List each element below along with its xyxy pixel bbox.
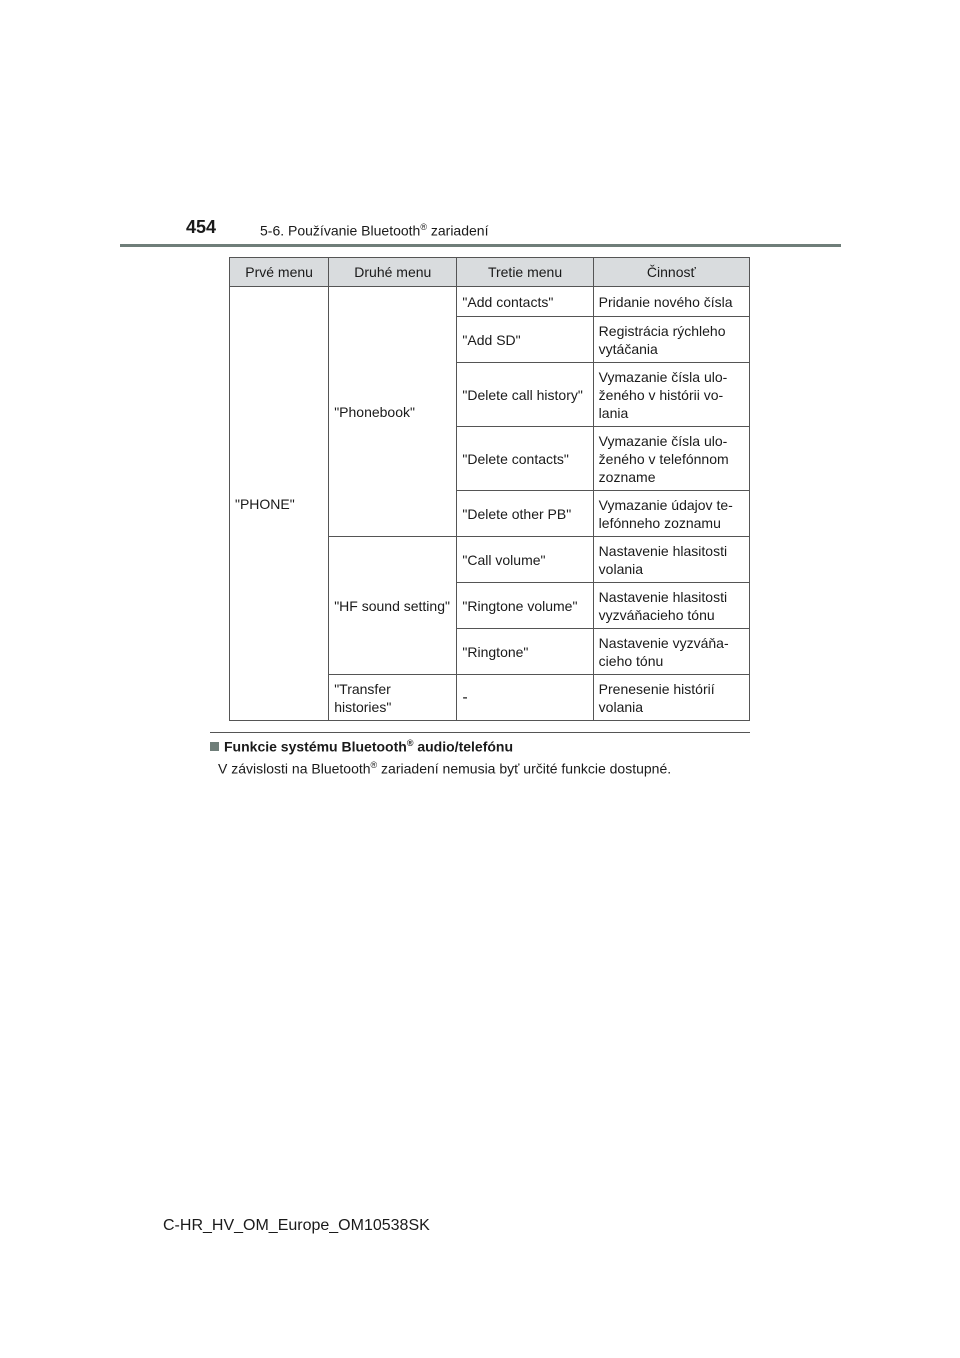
second-menu-cell: "HF sound setting" — [329, 537, 457, 675]
third-menu-cell: "Ringtone volume" — [457, 583, 593, 629]
page-number: 454 — [186, 217, 217, 237]
column-header: Prvé menu — [230, 258, 329, 287]
table-row — [230, 287, 750, 317]
action-cell: Registrácia rýchleho vytáčania — [593, 317, 749, 363]
action-cell: Nastavenie hlasitosti volania — [593, 537, 749, 583]
action-cell: Prenesenie histórií volania — [593, 675, 749, 721]
section-title: 5-6. Používanie Bluetooth® zariadení — [260, 222, 489, 239]
second-menu-cell: "Phonebook" — [329, 287, 457, 537]
third-menu-cell: "Call volume" — [457, 537, 593, 583]
action-cell: Vymazanie údajov telefónneho zoznamu — [593, 491, 749, 537]
second-menu-cell: "Transfer histories" — [329, 675, 457, 721]
column-header: Činnosť — [593, 258, 749, 287]
action-cell: Vymazanie čísla uloženého v histórii volania — [593, 363, 749, 427]
third-menu-cell: "Add SD" — [457, 317, 593, 363]
column-header: Druhé menu — [329, 258, 457, 287]
third-menu-cell: - — [457, 675, 593, 721]
action-cell: Nastavenie vyzváňacieho tónu — [593, 629, 749, 675]
note-title: Funkcie systému Bluetooth® audio/telefónu — [210, 738, 513, 755]
third-menu-cell: "Delete call history" — [457, 363, 593, 427]
table-header-row — [230, 258, 750, 287]
third-menu-cell: "Ringtone" — [457, 629, 593, 675]
note-divider — [210, 732, 750, 733]
first-menu-cell: "PHONE" — [230, 287, 329, 721]
footer-code: C-HR_HV_OM_Europe_OM10538SK — [163, 1217, 430, 1234]
action-cell: Nastavenie hlasitosti vyzváňacieho tónu — [593, 583, 749, 629]
third-menu-cell: "Delete other PB" — [457, 491, 593, 537]
note-body: V závislosti na Bluetooth® zariadení nemusia byť určité funkcie dostupné. — [218, 760, 672, 777]
square-bullet-icon — [210, 742, 219, 751]
menu-table — [229, 257, 750, 721]
header-rule — [120, 244, 841, 247]
column-header: Tretie menu — [457, 258, 593, 287]
action-cell: Vymazanie čísla uloženého v telefónnom zozname — [593, 427, 749, 491]
third-menu-cell: "Delete contacts" — [457, 427, 593, 491]
third-menu-cell: "Add contacts" — [457, 287, 593, 317]
action-cell: Pridanie nového čísla — [593, 287, 749, 317]
